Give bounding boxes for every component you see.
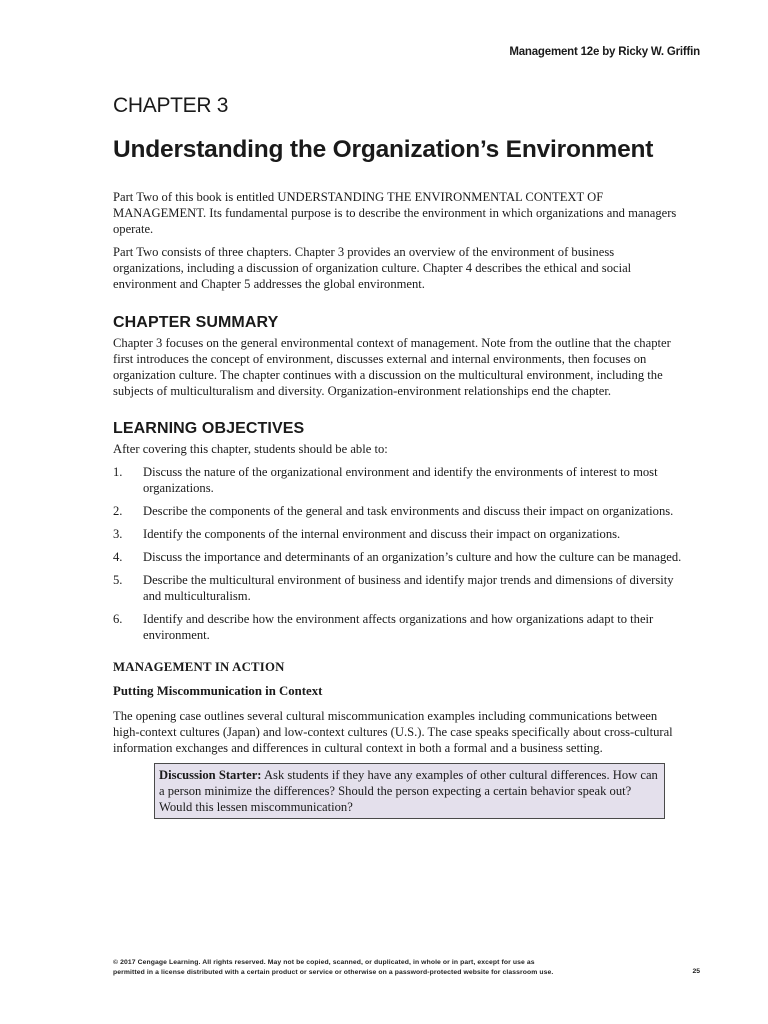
chapter-label: CHAPTER 3 [113,94,229,117]
page-content [113,189,683,819]
chapter-summary-text: Chapter 3 focuses on the general environmental context of management. Note from the outline that the chapter first introduces the concept of environment, discusses external and internal environments, then focuses on organization culture. The chapter continues with a discussion on the multicultural environment, including the subjects of multiculturalism and diversity. Organization-environment relationships end the chapter. [113,336,671,398]
copyright-line-1: © 2017 Cengage Learning. All rights reserved. May not be copied, scanned, or duplicated, in whole or in part, except for use as [113,959,535,966]
learning-objectives-list [113,464,683,643]
intro-paragraph-1: Part Two of this book is entitled UNDERSTANDING THE ENVIRONMENTAL CONTEXT OF MANAGEMENT. Its fundamental purpose is to describe the environment in which organizations and managers operate. [113,190,677,236]
objective-text: Discuss the nature of the organizational environment and identify the environments of interest to most organizations. [143,465,658,495]
objective-item [113,503,683,519]
objective-number: 5. [113,573,123,587]
learning-objectives-intro: After covering this chapter, students should be able to: [113,442,388,456]
objective-number: 2. [113,504,123,518]
page-number: 25 [692,968,700,975]
intro-paragraph-2: Part Two consists of three chapters. Chapter 3 provides an overview of the environment of business organizations, including a discussion of organization culture. Chapter 4 describes the ethical and social environment and Chapter 5 addresses the global environment. [113,245,632,291]
management-in-action-text: The opening case outlines several cultural miscommunication examples including communications between high-context cultures (Japan) and low-context cultures (U.S.). The case speaks specifically about cross-cultural information exchanges and differences in cultural context in both a formal and a business setting. [113,709,673,755]
discussion-starter-label: Discussion Starter: [159,768,262,782]
discussion-starter-text: Ask students if they have any examples of other cultural differences. How can a person minimize the differences? Should the person expecting a certain behavior speak out? Would this lessen miscommunication? [159,768,658,814]
copyright-footer [113,958,703,978]
objective-number: 3. [113,527,123,541]
objective-text: Identify and describe how the environment affects organizations and how organizations adapt to their environment. [143,612,654,642]
management-in-action-subheading: Putting Miscommunication in Context [113,684,323,698]
management-in-action-heading: MANAGEMENT IN ACTION [113,660,285,674]
objective-text: Identify the components of the internal environment and discuss their impact on organizations. [143,527,621,541]
copyright-line-2: permitted in a license distributed with a certain product or service or otherwise on a password-protected website for classroom use. [113,969,554,976]
learning-objectives-heading: LEARNING OBJECTIVES [113,420,305,437]
objective-item [113,572,683,604]
objective-text: Describe the multicultural environment of business and identify major trends and dimensions of diversity and multiculturalism. [143,573,674,603]
objective-number: 4. [113,550,123,564]
objective-number: 1. [113,465,123,479]
objective-item [113,526,683,542]
chapter-summary-heading: CHAPTER SUMMARY [113,314,279,331]
objective-item [113,611,683,643]
objective-number: 6. [113,612,123,626]
running-header: Management 12e by Ricky W. Griffin [509,46,700,58]
chapter-title: Understanding the Organization’s Environment [113,136,654,163]
objective-text: Discuss the importance and determinants of an organization’s culture and how the culture can be managed. [143,550,682,564]
objective-text: Describe the components of the general and task environments and discuss their impact on organizations. [143,504,674,518]
objective-item [113,549,683,565]
discussion-starter-box [154,763,665,819]
objective-item [113,464,683,496]
